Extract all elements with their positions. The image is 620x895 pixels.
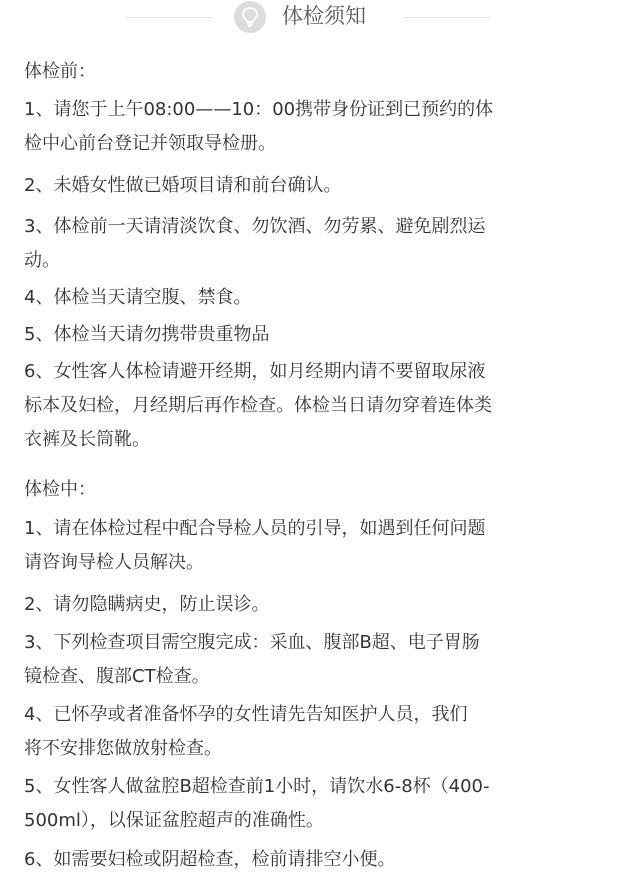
section-title-before: 体检前： [24,61,96,82]
during-item-5 [24,770,614,838]
item-line: 6、女性客人体检请避开经期，如月经期内请不要留取尿液 [24,361,486,382]
item-line: 动。 [24,250,60,271]
item-line: 2、未婚女性做已婚项目请和前台确认。 [24,175,342,196]
before-item-5 [24,318,614,352]
header-divider-right [404,17,490,18]
item-line: 1、请在体检过程中配合导检人员的引导，如遇到任何问题 [24,518,486,539]
item-line: 3、下列检查项目需空腹完成：采血、腹部B超、电子胃肠 [24,632,480,653]
item-line: 衣裤及长筒靴。 [24,429,150,450]
item-line: 检中心前台登记并领取导检册。 [24,133,276,154]
header-divider-left [126,17,212,18]
item-line: 3、体检前一天请清淡饮食、勿饮酒、勿劳累、避免剧烈运 [24,216,486,237]
item-line: 4、已怀孕或者准备怀孕的女性请先告知医护人员，我们 [24,704,468,725]
item-line: 标本及妇检，月经期后再作检查。体检当日请勿穿着连体类 [24,395,492,416]
item-line: 1、请您于上午08:00——10：00携带身份证到已预约的体 [24,99,494,120]
before-item-3 [24,210,614,278]
item-line: 5、体检当天请勿携带贵重物品 [24,324,270,345]
before-item-4 [24,281,614,315]
item-line: 5、女性客人做盆腔B超检查前1小时，请饮水6-8杯（400- [24,776,490,797]
before-item-6 [24,355,614,457]
item-line: 请咨询导检人员解决。 [24,552,204,573]
before-item-2 [24,169,614,203]
item-line: 镜检查、腹部CT检查。 [24,666,210,687]
during-item-3 [24,626,614,694]
before-item-1 [24,93,614,161]
during-item-4 [24,698,614,766]
item-line: 将不安排您做放射检查。 [24,738,222,759]
item-line: 4、体检当天请空腹、禁食。 [24,287,252,308]
during-item-1 [24,512,614,580]
section-title-during: 体检中： [24,479,96,500]
during-item-6 [24,843,614,877]
item-line: 6、如需要妇检或阴超检查，检前请排空小便。 [24,849,396,870]
item-line: 500ml），以保证盆腔超声的准确性。 [24,810,324,831]
header [0,0,620,36]
lightbulb-icon [234,1,266,33]
page-title: 体检须知 [282,4,366,28]
during-item-2 [24,588,614,622]
item-line: 2、请勿隐瞒病史，防止误诊。 [24,594,270,615]
